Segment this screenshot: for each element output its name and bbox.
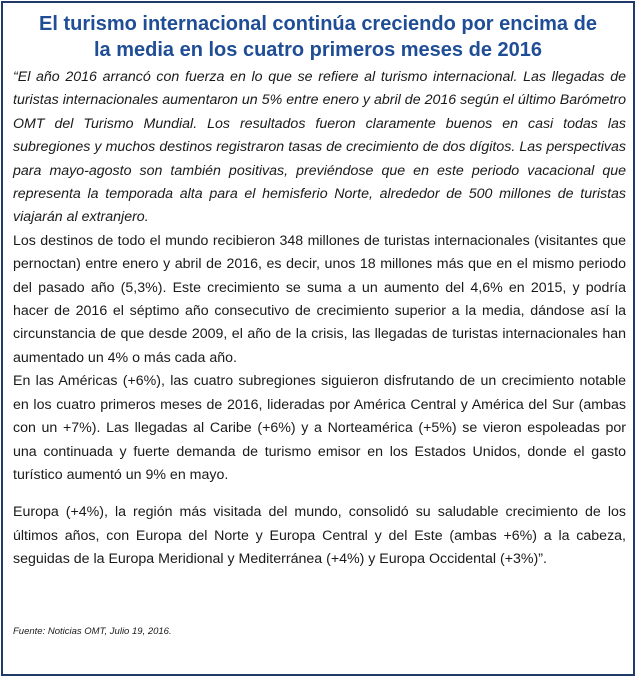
paragraph-europe: Europa (+4%), la región más visitada del mundo, consolidó su saludable crecimiento de los últimos años, con Europa del Norte y Europa Central y del Este (ambas +6%) a la cabeza, seguidas de la Europa Meridional y Mediterránea (+4%) y Europa Occidental (+3%)”. [13,504,626,568]
paragraph-americas: En las Américas (+6%), las cuatro subregiones siguieron disfrutando de un crecimiento notable en los cuatro primeros meses de 2016, lideradas por América Central y América del Sur (ambas con un +7%). Las llegadas al Caribe (+6%) y a Norteamérica (+5%) se vieron espoleadas por una continuada y fuerte demanda de turismo emisor en los Estados Unidos, donde el gasto turístico aumentó un 9% en mayo. [13,373,626,483]
article-body [13,66,626,572]
paragraph-world: Los destinos de todo el mundo recibieron 348 millones de turistas internacionales (visitantes que pernoctan) entre enero y abril de 2016, es decir, unos 18 millones más que en el mismo periodo del pasado año (5,3%). Este crecimiento se suma a un aumento del 4,6% en 2015, y podría hacer de 2016 el séptimo año consecutivo de crecimiento superior a la media, dándose así la circunstancia de que desde 2009, el año de la crisis, las llegadas de turistas internacionales han aumentado un 4% o más cada año. [13,232,626,366]
source-note: Fuente: Noticias OMT, Julio 19, 2016. [13,626,172,637]
paragraph-gap [13,487,626,501]
paragraph-intro: “El año 2016 arrancó con fuerza en lo que se refiere al turismo internacional. Las llegadas de turistas internacionales aumentaron un 5% entre enero y abril de 2016 según el último Barómetro OMT del Turismo Mundial. Los resultados fueron claramente buenos en casi todas las subregiones y muchos destinos registraron tasas de crecimiento de dos dígitos. Las perspectivas para mayo-agosto son también positivas, previéndose que en este periodo vacacional que representa la temporada alta para el hemisferio Norte, alrededor de 500 millones de turistas viajarán al extranjero. [13,69,626,226]
article-title: El turismo internacional continúa creciendo por encima de la media en los cuatro primeros meses de 2016 [39,13,597,61]
